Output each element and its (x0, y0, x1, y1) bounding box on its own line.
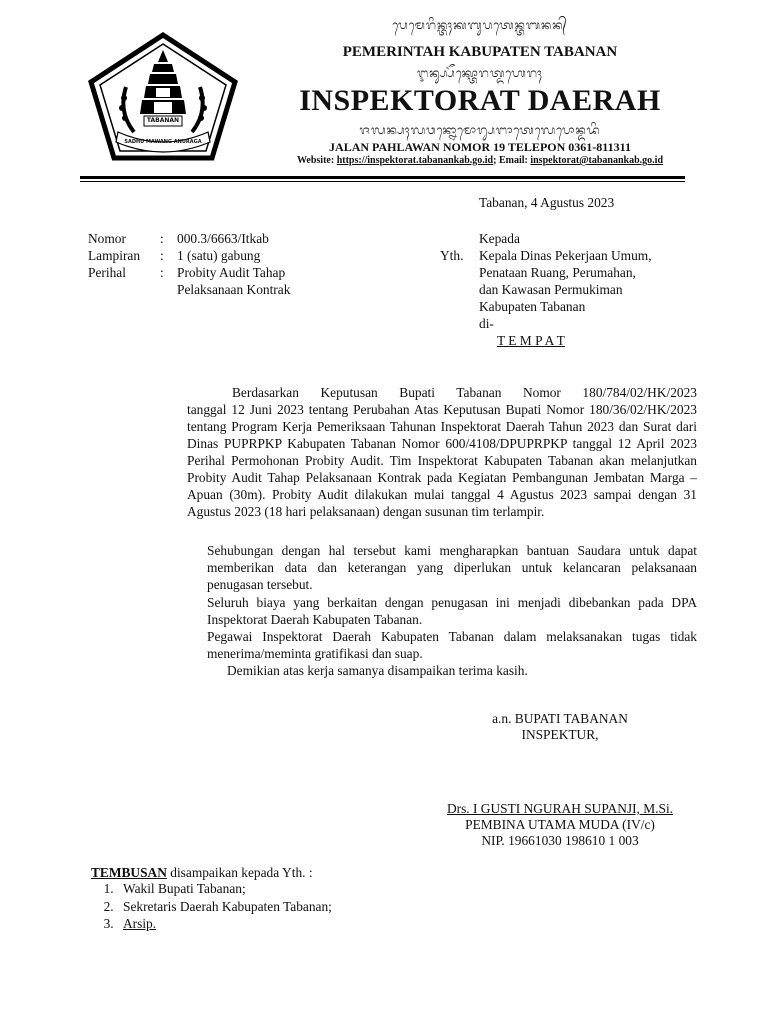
perihal-label: Perihal (88, 265, 126, 280)
lampiran-value: 1 (satu) gabung (177, 248, 261, 263)
balinese-script-line-1: ᬧᬾᬫᬾᬭᬶᬦ᭄ᬢᬄᬓᬩᬸᬧᬢᬾᬦ᭄ᬢᬩᬦᬦ᭄ (392, 18, 568, 32)
perihal-colon: : (160, 265, 164, 280)
logo-banner-text: TABANAN (146, 117, 180, 124)
paragraph-4: Pegawai Inspektorat Daerah Kabupaten Tabanan dalam melaksanakan tugas tidak menerima/meminta gratifikasi dan suap. (207, 629, 697, 661)
signature-rank: PEMBINA UTAMA MUDA (IV/c) (465, 817, 655, 832)
nomor-colon: : (160, 231, 164, 246)
email-label: ; Email: (493, 155, 531, 166)
perihal-line-1: Probity Audit Tahap (177, 265, 286, 280)
balinese-script-line-3: ᬚᬮᬦ᭄ᬧᬄᬮᬯᬦ᭄ᬦᭀᬫᭀᬭ᭄ᬲᬗᬵᬢᬾᬮᬾᬧᭀᬦ᭄ᬤᬤᬶ (359, 123, 601, 137)
recipient-kepada: Kepada (479, 231, 520, 246)
paragraph-1-body: tanggal 12 Juni 2023 tentang Perubahan Atas Keputusan Bupati Nomor 180/36/02/HK/2023 tentang Program Kerja Pemeriksaan Tahunan Inspektorat Daerah Tahun 2023 dan Surat dari Dinas PUPRPKP Kabupaten Tabanan Nomor 600/4108/DPUPRPKP tanggal 12 April 2023 Perihal Permohonan Probity Audit. Tim Inspektorat Kabupaten Tabanan akan melanjutkan Probity Audit Tahap Pelaksanaan Kontrak pada Kegiatan Pembangunan Jembatan Marga – Apuan (30m). Probity Audit dilakukan mulai tanggal 4 Agustus 2023 sampai dengan 31 Agustus 2023 (18 hari pelaksanaan) dengan susunan tim terlampir. (187, 402, 697, 519)
balinese-script-line-2: ᬇᬦ᭄ᬲ᭄ᬧᭂᬓ᭄ᬢᭀᬭᬢ᭄ᬤᬳᬾᬭᬄ (417, 66, 543, 80)
recipient-yth: Yth. (440, 248, 464, 263)
tembusan-heading (91, 864, 313, 881)
tembusan-item: 2. Sekretaris Daerah Kabupaten Tabanan; (117, 898, 491, 916)
recipient-di: di- (479, 316, 494, 331)
paragraph-1 (187, 384, 697, 520)
recipient-line-1: Kepala Dinas Pekerjaan Umum, (479, 248, 652, 263)
regency-logo (88, 32, 238, 162)
contact-line (240, 155, 720, 166)
tembusan-list (91, 880, 491, 933)
office-address: JALAN PAHLAWAN NOMOR 19 TELEPON 0361-811311 (329, 140, 631, 154)
tembusan-label: TEMBUSAN (91, 865, 167, 880)
paragraph-2: Sehubungan dengan hal tersebut kami mengharapkan bantuan Saudara untuk dapat memberikan data dan keterangan yang diperlukan untuk kelancaran pelaksanaan penugasan tersebut. (207, 543, 697, 592)
recipient-line-2: Penataan Ruang, Perumahan, (479, 265, 636, 280)
header-rule-thick (80, 176, 685, 179)
recipient-tempat: T E M P A T (497, 333, 565, 348)
recipient-line-4: Kabupaten Tabanan (479, 299, 586, 314)
signature-nip: NIP. 19661030 198610 1 003 (481, 833, 639, 848)
lampiran-colon: : (160, 248, 164, 263)
place-date: Tabanan, 4 Agustus 2023 (479, 195, 615, 210)
paragraph-1-first-line: Berdasarkan Keputusan Bupati Tabanan Nomor 180/784/02/HK/2023 (232, 385, 697, 400)
tembusan-intro: disampaikan kepada Yth. : (166, 865, 313, 880)
nomor-value: 000.3/6663/Itkab (177, 231, 269, 246)
header-rule-thin (80, 181, 685, 182)
signature-an: a.n. BUPATI TABANAN (492, 711, 628, 726)
recipient-line-3: dan Kawasan Permukiman (479, 282, 623, 297)
office-name: INSPEKTORAT DAERAH (299, 84, 661, 117)
government-name: PEMERINTAH KABUPATEN TABANAN (342, 44, 618, 60)
paragraph-3: Seluruh biaya yang berkaitan dengan penugasan ini menjadi dibebankan pada DPA Inspektorat Daerah Kabupaten Tabanan. (207, 595, 697, 627)
logo-motto-text: SADHU MAWANG ANURAGA (124, 139, 202, 145)
nomor-label: Nomor (88, 231, 126, 246)
perihal-line-2: Pelaksanaan Kontrak (177, 282, 291, 297)
lampiran-label: Lampiran (88, 248, 141, 263)
signature-name: Drs. I GUSTI NGURAH SUPANJI, M.Si. (446, 801, 674, 816)
paragraph-5: Demikian atas kerja samanya disampaikan terima kasih. (227, 663, 528, 678)
signature-title: INSPEKTUR, (521, 727, 599, 742)
tembusan-item: 3. Arsip. (117, 915, 491, 933)
website-link[interactable]: https://inspektorat.tabanankab.go.id (336, 155, 494, 166)
website-label: Website: (296, 155, 337, 166)
email-link[interactable]: inspektorat@tabanankab.go.id (530, 155, 664, 166)
tembusan-item: 1. Wakil Bupati Tabanan; (117, 880, 491, 898)
